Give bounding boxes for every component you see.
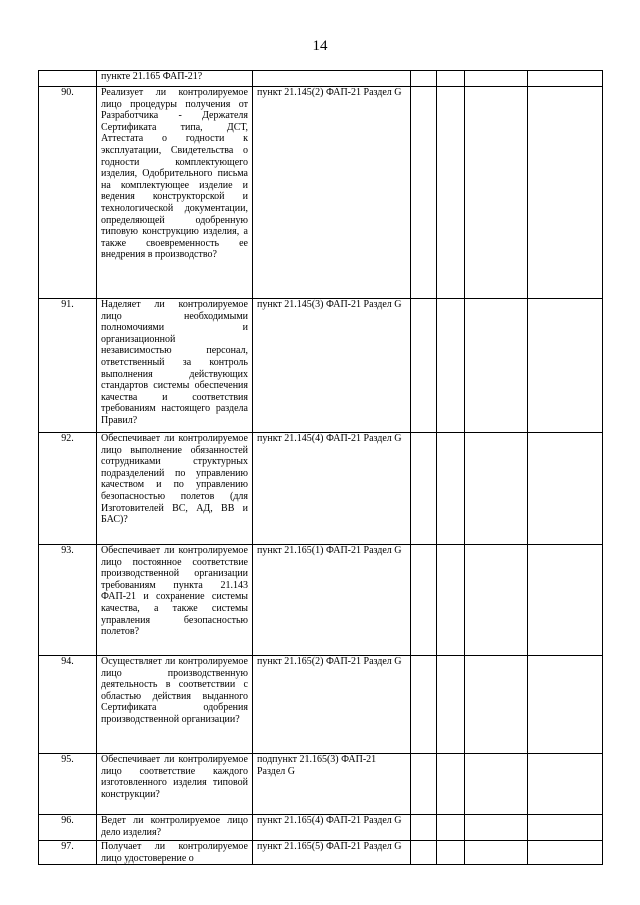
empty-cell <box>465 87 528 299</box>
empty-cell <box>437 545 465 656</box>
empty-cell <box>528 841 603 865</box>
row-number <box>39 71 97 87</box>
empty-cell <box>411 299 437 433</box>
empty-cell <box>528 299 603 433</box>
reference-text: пункт 21.165(1) ФАП-21 Раздел G <box>253 545 411 656</box>
row-number: 92. <box>39 433 97 545</box>
empty-cell <box>465 433 528 545</box>
empty-cell <box>528 87 603 299</box>
reference-text: пункт 21.145(4) ФАП-21 Раздел G <box>253 433 411 545</box>
question-text: Обеспечивает ли контролируемое лицо соответствие каждого изготовленного изделия типовой конструкции? <box>97 754 253 815</box>
empty-cell <box>465 71 528 87</box>
empty-cell <box>528 754 603 815</box>
reference-text: пункт 21.165(2) ФАП-21 Раздел G <box>253 656 411 754</box>
table-row <box>39 433 603 545</box>
empty-cell <box>465 299 528 433</box>
empty-cell <box>465 656 528 754</box>
reference-cell <box>253 71 411 87</box>
table-row <box>39 87 603 299</box>
reference-text: пункт 21.165(4) ФАП-21 Раздел G <box>253 815 411 841</box>
table-row <box>39 71 603 87</box>
row-number: 90. <box>39 87 97 299</box>
empty-cell <box>437 754 465 815</box>
page-number: 14 <box>312 38 328 54</box>
empty-cell <box>437 433 465 545</box>
row-number: 96. <box>39 815 97 841</box>
empty-cell <box>465 815 528 841</box>
reference-text: пункт 21.145(3) ФАП-21 Раздел G <box>253 299 411 433</box>
table-row <box>39 815 603 841</box>
question-text: Осуществляет ли контролируемое лицо производственную деятельность в соответствии с областью действия выданного Сертификата одобрения производственной организации? <box>97 656 253 754</box>
table-row <box>39 545 603 656</box>
empty-cell <box>465 841 528 865</box>
empty-cell <box>411 656 437 754</box>
empty-cell <box>437 841 465 865</box>
table-row <box>39 299 603 433</box>
empty-cell <box>437 656 465 754</box>
reference-text: подпункт 21.165(3) ФАП-21 Раздел G <box>253 754 411 815</box>
empty-cell <box>411 433 437 545</box>
empty-cell <box>528 815 603 841</box>
empty-cell <box>465 545 528 656</box>
row-number: 95. <box>39 754 97 815</box>
row-number: 97. <box>39 841 97 865</box>
empty-cell <box>411 71 437 87</box>
reference-text: пункт 21.165(5) ФАП-21 Раздел G <box>253 841 411 865</box>
empty-cell <box>437 299 465 433</box>
question-text: Наделяет ли контролируемое лицо необходимыми полномочиями и организационной независимостью персонал, ответственный за контроль выполнения действующих стандартов системы обеспечения качества и соответствия требованиям настоящего раздела Правил? <box>97 299 253 433</box>
table-row <box>39 841 603 865</box>
empty-cell <box>437 815 465 841</box>
question-text: Получает ли контролируемое лицо удостоверение о <box>97 841 253 865</box>
question-text: Реализует ли контролируемое лицо процедуры получения от Разработчика - Держателя Сертификата типа, ДСТ, Аттестата о годности к эксплуатации, Свидетельства о годности комплектующего изделия, Одобрительного письма на комплектующее изделие и ведения конструкторской и технологической документации, определяющей одобренную типовую конструкцию изделия, а также своевременность ее внедрения в производство? <box>97 87 253 299</box>
question-text: Обеспечивает ли контролируемое лицо постоянное соответствие производственной организации требованиям пункта 21.143 ФАП-21 и сохранение системы качества, а также системы управления безопасностью полетов? <box>97 545 253 656</box>
empty-cell <box>528 71 603 87</box>
empty-cell <box>528 433 603 545</box>
empty-cell <box>437 87 465 299</box>
empty-cell <box>411 545 437 656</box>
empty-cell <box>528 545 603 656</box>
empty-cell <box>528 656 603 754</box>
empty-cell <box>465 754 528 815</box>
empty-cell <box>411 815 437 841</box>
empty-cell <box>437 71 465 87</box>
table-row <box>39 754 603 815</box>
reference-text: пункт 21.145(2) ФАП-21 Раздел G <box>253 87 411 299</box>
empty-cell <box>411 754 437 815</box>
question-text: Ведет ли контролируемое лицо дело изделия? <box>97 815 253 841</box>
checklist-table <box>38 70 603 865</box>
empty-cell <box>411 87 437 299</box>
row-number: 91. <box>39 299 97 433</box>
row-number: 94. <box>39 656 97 754</box>
question-text: пункте 21.165 ФАП-21? <box>97 71 253 87</box>
question-text: Обеспечивает ли контролируемое лицо выполнение обязанностей сотрудниками структурных подразделений по управлению качеством и по управлению безопасностью полетов (для Изготовителей ВС, АД, ВВ и БАС)? <box>97 433 253 545</box>
empty-cell <box>411 841 437 865</box>
table-row <box>39 656 603 754</box>
row-number: 93. <box>39 545 97 656</box>
